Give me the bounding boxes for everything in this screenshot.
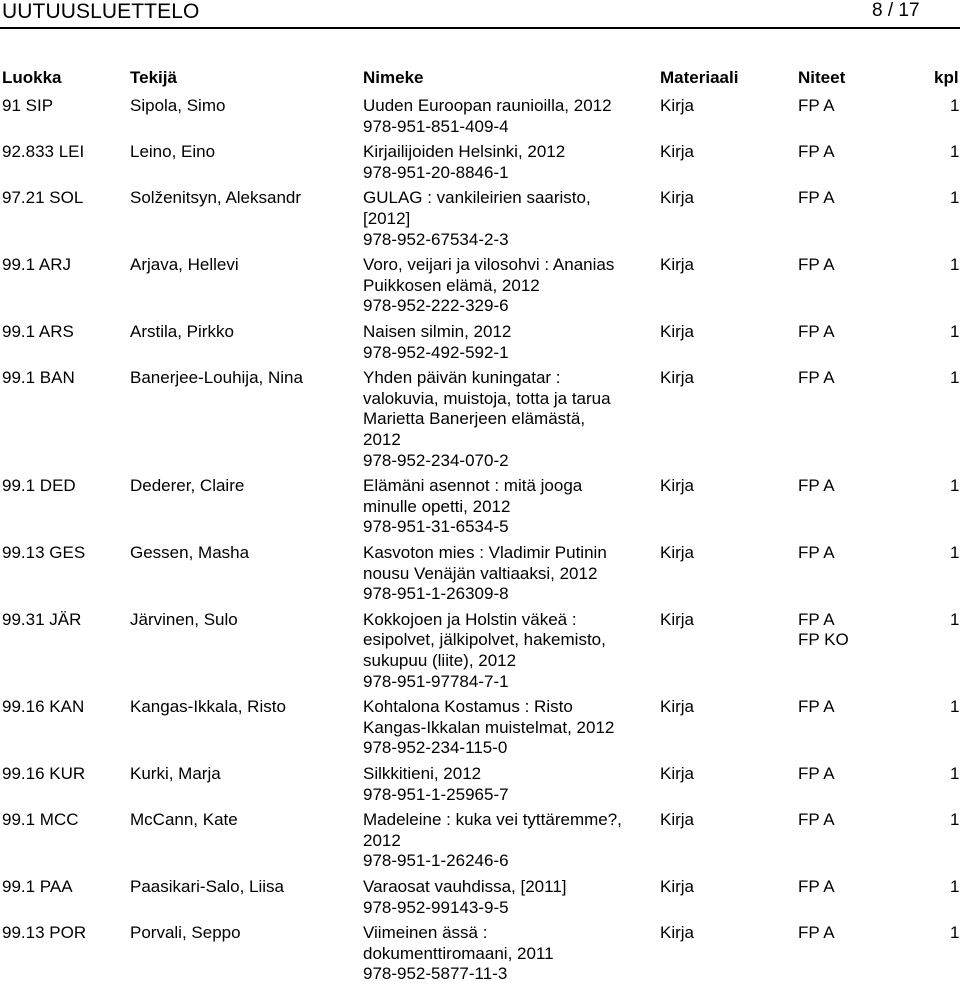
entry-author: Arjava, Hellevi [130, 255, 239, 275]
entry-class: 99.13 POR [2, 923, 87, 943]
entry-isbn: 978-952-222-329-6 [363, 296, 509, 316]
entry-isbn: 978-951-20-8846-1 [363, 162, 509, 182]
entry-notes [798, 322, 835, 343]
entry-title-line: Kangas-Ikkalan muistelmat, 2012 [363, 717, 615, 737]
entry-title-line: Uuden Euroopan raunioilla, 2012 [363, 96, 612, 115]
entry-note: FP A [798, 476, 835, 496]
entry-title [363, 188, 653, 250]
entry-material: Kirja [660, 188, 695, 208]
entry-class: 97.21 SOL [2, 188, 84, 208]
entry-class: 99.1 ARJ [2, 255, 71, 275]
page-number: 8 / 17 [872, 0, 920, 21]
entry-isbn: 978-951-97784-7-1 [363, 671, 509, 691]
entry-author: Kangas-Ikkala, Risto [130, 697, 286, 717]
entry-material: Kirja [660, 255, 695, 275]
entry-class: 99.1 BAN [2, 368, 75, 388]
entry-class: 99.16 KUR [2, 763, 86, 783]
entry-title [363, 476, 653, 538]
entry-isbn: 978-951-1-25965-7 [363, 784, 509, 804]
entry-notes [798, 142, 835, 163]
entry-author: Solženitsyn, Aleksandr [130, 188, 302, 208]
catalog-list [0, 96, 960, 990]
entry-title-line: esipolvet, jälkipolvet, hakemisto, [363, 630, 606, 650]
entry-class: 99.1 PAA [2, 876, 73, 896]
catalog-entry [0, 368, 960, 471]
entry-title-line: Puikkosen elämä, 2012 [363, 275, 540, 295]
entry-title [363, 923, 653, 985]
entry-qty: 1 [950, 96, 960, 115]
entry-author: McCann, Kate [130, 810, 238, 830]
catalog-entry [0, 476, 960, 538]
catalog-entry [0, 543, 960, 605]
entry-qty: 1 [950, 923, 960, 943]
entry-title-line: dokumenttiromaani, 2011 [363, 943, 554, 963]
entry-title-line: Madeleine : kuka vei tyttäremme?, [363, 810, 622, 830]
column-header-notes: Niteet [798, 68, 846, 87]
entry-class: 99.31 JÄR [2, 609, 82, 629]
entry-isbn: 978-952-492-592-1 [363, 342, 509, 362]
catalog-entry [0, 96, 960, 137]
entry-author: Järvinen, Sulo [130, 609, 238, 629]
entry-title-line: Varaosat vauhdissa, [2011] [363, 876, 567, 896]
entry-qty: 1 [950, 142, 960, 162]
entry-title [363, 697, 653, 759]
catalog-entry [0, 188, 960, 250]
entry-note: FP A [798, 876, 835, 896]
entry-class: 99.1 MCC [2, 810, 79, 830]
entry-material: Kirja [660, 142, 695, 162]
page-header [0, 0, 960, 26]
entry-isbn: 978-952-5877-11-3 [363, 964, 508, 984]
entry-qty: 1 [950, 542, 960, 562]
entry-class: 99.1 DED [2, 476, 76, 496]
entry-material: Kirja [660, 876, 695, 896]
entry-title [363, 255, 653, 317]
entry-qty: 1 [950, 476, 960, 496]
entry-note: FP A [798, 763, 835, 783]
catalog-entry [0, 764, 960, 805]
entry-author: Gessen, Masha [130, 542, 250, 562]
entry-qty: 1 [950, 876, 960, 896]
entry-qty: 1 [950, 763, 960, 783]
entry-title-line: Marietta Banerjeen elämästä, [363, 409, 586, 429]
entry-title-line: Kasvoton mies : Vladimir Putinin [363, 542, 607, 562]
entry-author: Banerjee-Louhija, Nina [130, 368, 303, 388]
catalog-entry [0, 322, 960, 363]
entry-qty: 1 [950, 609, 960, 629]
entry-author: Dederer, Claire [130, 476, 245, 496]
entry-note: FP A [798, 923, 835, 943]
entry-title [363, 610, 653, 692]
entry-isbn: 978-952-234-115-0 [363, 738, 508, 758]
entry-isbn: 978-952-99143-9-5 [363, 897, 509, 917]
catalog-entry [0, 255, 960, 317]
entry-title [363, 322, 653, 363]
entry-author: Paasikari-Salo, Liisa [130, 876, 285, 896]
catalog-entry [0, 142, 960, 183]
entry-note: FP A [798, 810, 835, 830]
entry-author: Porvali, Seppo [130, 923, 241, 943]
entry-qty: 1 [950, 255, 960, 275]
entry-title-line: sukupuu (liite), 2012 [363, 650, 517, 670]
column-header-class: Luokka [2, 68, 62, 87]
column-header-qty: kpl [934, 68, 959, 87]
entry-material: Kirja [660, 542, 695, 562]
entry-title-line: Silkkitieni, 2012 [363, 763, 482, 783]
entry-title-line: Kokkojoen ja Holstin väkeä : [363, 609, 577, 629]
entry-title [363, 764, 653, 805]
entry-isbn: 978-952-67534-2-3 [363, 229, 509, 249]
entry-title-line: GULAG : vankileirien saaristo, [363, 188, 591, 208]
entry-material: Kirja [660, 810, 695, 830]
entry-title [363, 810, 653, 872]
entry-notes [798, 255, 835, 276]
entry-note: FP A [798, 96, 835, 115]
entry-title-line: [2012] [363, 208, 411, 228]
entry-qty: 1 [950, 368, 960, 388]
entry-notes [798, 810, 835, 831]
column-header-title: Nimeke [363, 68, 424, 87]
entry-notes [798, 764, 835, 785]
entry-title [363, 877, 653, 918]
entry-title-line: valokuvia, muistoja, totta ja tarua [363, 388, 611, 408]
page-title: UUTUUSLUETTELO [2, 0, 200, 23]
entry-isbn: 978-951-1-26246-6 [363, 851, 509, 871]
entry-title [363, 543, 653, 605]
entry-note: FP A [798, 188, 835, 208]
entry-isbn: 978-951-31-6534-5 [363, 517, 509, 537]
entry-title-line: Yhden päivän kuningatar : [363, 368, 561, 388]
entry-notes [798, 697, 835, 718]
entry-material: Kirja [660, 96, 695, 115]
entry-title-line: Naisen silmin, 2012 [363, 321, 512, 341]
entry-author: Sipola, Simo [130, 96, 226, 115]
entry-isbn: 978-951-1-26309-8 [363, 584, 509, 604]
catalog-entry [0, 810, 960, 872]
entry-class: 91 SIP [2, 96, 54, 115]
entry-notes [798, 543, 835, 564]
entry-material: Kirja [660, 368, 695, 388]
entry-material: Kirja [660, 476, 695, 496]
entry-title-line: Voro, veijari ja vilosohvi : Ananias [363, 255, 615, 275]
entry-title-line: Kohtalona Kostamus : Risto [363, 697, 573, 717]
entry-material: Kirja [660, 923, 695, 943]
column-header-author: Tekijä [130, 68, 177, 87]
entry-notes [798, 877, 835, 898]
entry-author: Leino, Eino [130, 142, 216, 162]
entry-class: 99.16 KAN [2, 697, 85, 717]
entry-note: FP A [798, 697, 835, 717]
entry-note: FP A [798, 542, 835, 562]
entry-isbn: 978-951-851-409-4 [363, 116, 509, 136]
entry-qty: 1 [950, 810, 960, 830]
entry-note: FP KO [798, 630, 849, 650]
entry-note: FP A [798, 609, 835, 629]
entry-title-line: 2012 [363, 830, 401, 850]
entry-notes [798, 923, 835, 944]
entry-notes [798, 368, 835, 389]
entry-class: 92.833 LEI [2, 142, 85, 162]
entry-title-line: Elämäni asennot : mitä jooga [363, 476, 583, 496]
entry-note: FP A [798, 321, 835, 341]
entry-title [363, 142, 653, 183]
entry-isbn: 978-952-234-070-2 [363, 450, 509, 470]
entry-title [363, 96, 653, 137]
header-rule [0, 27, 960, 29]
entry-notes [798, 476, 835, 497]
entry-title [363, 368, 653, 471]
catalog-entry [0, 697, 960, 759]
entry-title-line: nousu Venäjän valtiaaksi, 2012 [363, 563, 598, 583]
entry-material: Kirja [660, 697, 695, 717]
entry-material: Kirja [660, 609, 695, 629]
entry-note: FP A [798, 255, 835, 275]
catalog-entry [0, 877, 960, 918]
entry-qty: 1 [950, 188, 960, 208]
entry-note: FP A [798, 368, 835, 388]
catalog-entry [0, 923, 960, 985]
entry-title-line: 2012 [363, 429, 401, 449]
entry-qty: 1 [950, 321, 960, 341]
entry-title-line: Viimeinen ässä : [363, 923, 488, 943]
entry-class: 99.13 GES [2, 542, 86, 562]
entry-class: 99.1 ARS [2, 321, 74, 341]
entry-note: FP A [798, 142, 835, 162]
entry-author: Kurki, Marja [130, 763, 221, 783]
entry-title-line: Kirjailijoiden Helsinki, 2012 [363, 142, 566, 162]
entry-material: Kirja [660, 321, 695, 341]
entry-material: Kirja [660, 763, 695, 783]
catalog-entry [0, 610, 960, 692]
column-header-material: Materiaali [660, 68, 739, 87]
entry-author: Arstila, Pirkko [130, 321, 234, 341]
entry-notes [798, 96, 835, 117]
entry-notes [798, 610, 849, 651]
entry-notes [798, 188, 835, 209]
entry-title-line: minulle opetti, 2012 [363, 496, 511, 516]
entry-qty: 1 [950, 697, 960, 717]
